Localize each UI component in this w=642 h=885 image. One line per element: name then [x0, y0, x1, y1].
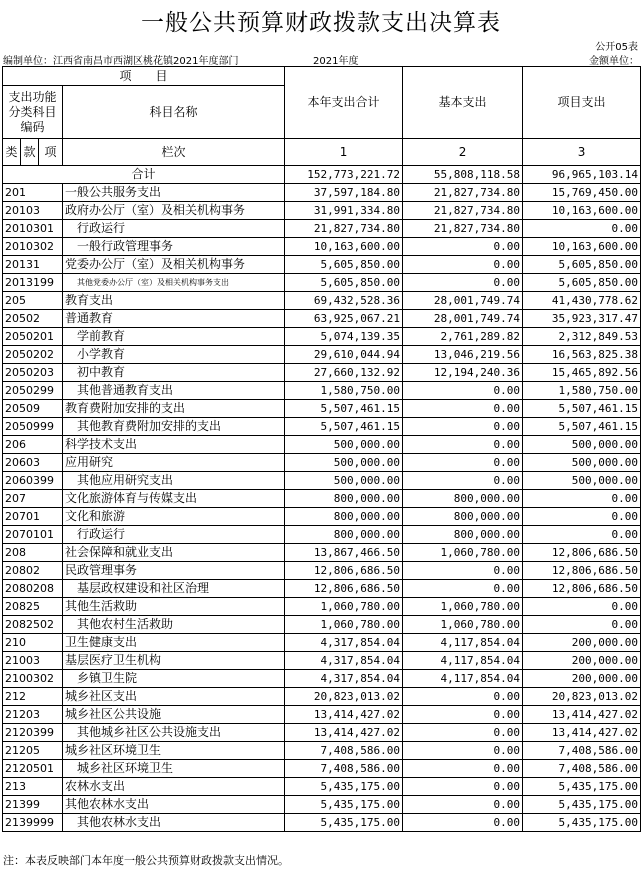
row-code: 2070101 — [3, 526, 63, 544]
table-row — [3, 616, 641, 634]
row-name: 乡镇卫生院 — [63, 670, 285, 688]
row-total: 29,610,044.94 — [285, 346, 403, 364]
row-project: 5,605,850.00 — [523, 256, 641, 274]
row-project: 5,605,850.00 — [523, 274, 641, 292]
row-name: 其他城乡社区公共设施支出 — [63, 724, 285, 742]
row-name: 城乡社区环境卫生 — [63, 742, 285, 760]
row-code: 21399 — [3, 796, 63, 814]
report-year: 2021年度 — [313, 56, 359, 67]
row-basic: 28,001,749.74 — [403, 310, 523, 328]
table-row — [3, 526, 641, 544]
report-meta — [3, 52, 639, 66]
row-code: 20701 — [3, 508, 63, 526]
row-basic: 21,827,734.80 — [403, 184, 523, 202]
row-basic: 800,000.00 — [403, 508, 523, 526]
header-lei: 类 — [3, 139, 21, 166]
row-basic: 0.00 — [403, 742, 523, 760]
row-total: 5,074,139.35 — [285, 328, 403, 346]
row-project: 13,414,427.02 — [523, 706, 641, 724]
row-basic: 1,060,780.00 — [403, 598, 523, 616]
row-name: 行政运行 — [63, 220, 285, 238]
row-basic: 0.00 — [403, 688, 523, 706]
row-total: 13,414,427.02 — [285, 706, 403, 724]
row-total: 800,000.00 — [285, 508, 403, 526]
row-basic: 0.00 — [403, 778, 523, 796]
row-total: 500,000.00 — [285, 454, 403, 472]
table-row — [3, 400, 641, 418]
header-xiang: 项 — [39, 139, 63, 166]
table-row — [3, 274, 641, 292]
row-name: 政府办公厅（室）及相关机构事务 — [63, 202, 285, 220]
row-project: 5,507,461.15 — [523, 418, 641, 436]
row-total: 12,806,686.50 — [285, 580, 403, 598]
report-title: 一般公共预算财政拨款支出决算表 — [141, 10, 501, 36]
row-code: 20502 — [3, 310, 63, 328]
row-project: 0.00 — [523, 598, 641, 616]
row-name: 小学教育 — [63, 346, 285, 364]
row-total: 1,060,780.00 — [285, 616, 403, 634]
table-row — [3, 580, 641, 598]
row-basic: 2,761,289.82 — [403, 328, 523, 346]
row-basic: 4,117,854.04 — [403, 652, 523, 670]
row-project: 0.00 — [523, 508, 641, 526]
row-name: 城乡社区公共设施 — [63, 706, 285, 724]
table-row — [3, 562, 641, 580]
row-code: 20131 — [3, 256, 63, 274]
header-basic: 基本支出 — [403, 67, 523, 139]
row-total: 4,317,854.04 — [285, 634, 403, 652]
row-name: 教育费附加安排的支出 — [63, 400, 285, 418]
row-code: 2050999 — [3, 418, 63, 436]
row-total: 1,060,780.00 — [285, 598, 403, 616]
row-total: 37,597,184.80 — [285, 184, 403, 202]
row-code: 2050202 — [3, 346, 63, 364]
total-label: 合计 — [3, 166, 285, 184]
row-total: 20,823,013.02 — [285, 688, 403, 706]
row-basic: 0.00 — [403, 796, 523, 814]
row-project: 35,923,317.47 — [523, 310, 641, 328]
row-name: 一般公共服务支出 — [63, 184, 285, 202]
row-code: 20103 — [3, 202, 63, 220]
row-total: 5,507,461.15 — [285, 400, 403, 418]
compiling-unit: 编制单位：江西省南昌市西湖区桃花镇2021年度部门 — [3, 56, 239, 67]
row-basic: 4,117,854.04 — [403, 670, 523, 688]
row-code: 2060399 — [3, 472, 63, 490]
form-number: 公开05表 — [595, 42, 638, 53]
row-basic: 0.00 — [403, 256, 523, 274]
row-project: 5,507,461.15 — [523, 400, 641, 418]
table-row — [3, 670, 641, 688]
row-project: 500,000.00 — [523, 436, 641, 454]
table-row — [3, 328, 641, 346]
header-kuan: 款 — [21, 139, 39, 166]
table-row — [3, 454, 641, 472]
row-total: 5,507,461.15 — [285, 418, 403, 436]
row-basic: 0.00 — [403, 238, 523, 256]
row-basic: 4,117,854.04 — [403, 634, 523, 652]
table-row — [3, 202, 641, 220]
row-project: 7,408,586.00 — [523, 742, 641, 760]
row-project: 12,806,686.50 — [523, 544, 641, 562]
row-name: 教育支出 — [63, 292, 285, 310]
row-total: 63,925,067.21 — [285, 310, 403, 328]
table-row — [3, 436, 641, 454]
table-row — [3, 310, 641, 328]
row-total: 5,435,175.00 — [285, 796, 403, 814]
row-code: 2050299 — [3, 382, 63, 400]
amount-unit: 金额单位： — [589, 56, 639, 67]
row-basic: 1,060,780.00 — [403, 616, 523, 634]
row-project: 500,000.00 — [523, 454, 641, 472]
row-name: 卫生健康支出 — [63, 634, 285, 652]
table-row — [3, 796, 641, 814]
row-total: 4,317,854.04 — [285, 670, 403, 688]
row-name: 普通教育 — [63, 310, 285, 328]
row-name: 党委办公厅（室）及相关机构事务 — [63, 256, 285, 274]
header-code: 支出功能分类科目编码 — [3, 86, 63, 139]
row-basic: 0.00 — [403, 724, 523, 742]
row-code: 20603 — [3, 454, 63, 472]
row-basic: 0.00 — [403, 472, 523, 490]
row-project: 12,806,686.50 — [523, 562, 641, 580]
row-total: 7,408,586.00 — [285, 742, 403, 760]
row-basic: 0.00 — [403, 814, 523, 832]
row-total: 69,432,528.36 — [285, 292, 403, 310]
table-row — [3, 814, 641, 832]
row-name: 城乡社区环境卫生 — [63, 760, 285, 778]
row-code: 2139999 — [3, 814, 63, 832]
row-name: 其他农村生活救助 — [63, 616, 285, 634]
row-name: 其他普通教育支出 — [63, 382, 285, 400]
row-project: 0.00 — [523, 220, 641, 238]
table-row — [3, 706, 641, 724]
total-sum: 152,773,221.72 — [285, 166, 403, 184]
table-row — [3, 742, 641, 760]
row-code: 2120501 — [3, 760, 63, 778]
table-row — [3, 256, 641, 274]
row-basic: 0.00 — [403, 760, 523, 778]
row-project: 20,823,013.02 — [523, 688, 641, 706]
row-basic: 0.00 — [403, 706, 523, 724]
row-basic: 0.00 — [403, 418, 523, 436]
row-total: 21,827,734.80 — [285, 220, 403, 238]
row-project: 16,563,825.38 — [523, 346, 641, 364]
row-total: 500,000.00 — [285, 436, 403, 454]
row-code: 206 — [3, 436, 63, 454]
header-idx1: 1 — [285, 139, 403, 166]
table-row — [3, 382, 641, 400]
row-name: 城乡社区支出 — [63, 688, 285, 706]
row-code: 2010301 — [3, 220, 63, 238]
row-code: 208 — [3, 544, 63, 562]
row-project: 15,465,892.56 — [523, 364, 641, 382]
row-name: 学前教育 — [63, 328, 285, 346]
table-row — [3, 220, 641, 238]
row-project: 200,000.00 — [523, 634, 641, 652]
expenditure-table — [2, 66, 641, 832]
table-row — [3, 490, 641, 508]
row-code: 205 — [3, 292, 63, 310]
table-row — [3, 346, 641, 364]
row-basic: 0.00 — [403, 562, 523, 580]
row-name: 基层医疗卫生机构 — [63, 652, 285, 670]
row-project: 41,430,778.62 — [523, 292, 641, 310]
table-row — [3, 418, 641, 436]
row-total: 5,605,850.00 — [285, 274, 403, 292]
row-name: 文化和旅游 — [63, 508, 285, 526]
row-total: 500,000.00 — [285, 472, 403, 490]
row-code: 2120399 — [3, 724, 63, 742]
row-code: 20825 — [3, 598, 63, 616]
row-total: 10,163,600.00 — [285, 238, 403, 256]
row-name: 其他生活救助 — [63, 598, 285, 616]
header-item: 项 目 — [3, 67, 285, 86]
row-code: 2082502 — [3, 616, 63, 634]
row-project: 10,163,600.00 — [523, 238, 641, 256]
table-row — [3, 778, 641, 796]
row-code: 21203 — [3, 706, 63, 724]
row-basic: 1,060,780.00 — [403, 544, 523, 562]
row-total: 5,435,175.00 — [285, 778, 403, 796]
row-total: 1,580,750.00 — [285, 382, 403, 400]
total-row — [3, 166, 641, 184]
row-basic: 21,827,734.80 — [403, 220, 523, 238]
row-name: 其他农林水支出 — [63, 796, 285, 814]
row-basic: 800,000.00 — [403, 526, 523, 544]
row-total: 12,806,686.50 — [285, 562, 403, 580]
row-basic: 0.00 — [403, 580, 523, 598]
table-row — [3, 634, 641, 652]
row-code: 20509 — [3, 400, 63, 418]
row-name: 行政运行 — [63, 526, 285, 544]
table-row — [3, 724, 641, 742]
table-row — [3, 652, 641, 670]
row-basic: 0.00 — [403, 400, 523, 418]
row-name: 科学技术支出 — [63, 436, 285, 454]
row-code: 21205 — [3, 742, 63, 760]
table-row — [3, 292, 641, 310]
footnote: 注：本表反映部门本年度一般公共预算财政拨款支出情况。 — [3, 854, 289, 867]
row-total: 5,605,850.00 — [285, 256, 403, 274]
row-project: 10,163,600.00 — [523, 202, 641, 220]
row-project: 1,580,750.00 — [523, 382, 641, 400]
row-project: 15,769,450.00 — [523, 184, 641, 202]
row-total: 31,991,334.80 — [285, 202, 403, 220]
row-name: 基层政权建设和社区治理 — [63, 580, 285, 598]
row-basic: 0.00 — [403, 454, 523, 472]
row-project: 200,000.00 — [523, 652, 641, 670]
row-total: 800,000.00 — [285, 490, 403, 508]
row-code: 207 — [3, 490, 63, 508]
row-code: 213 — [3, 778, 63, 796]
table-row — [3, 598, 641, 616]
row-total: 800,000.00 — [285, 526, 403, 544]
row-project: 0.00 — [523, 616, 641, 634]
row-project: 12,806,686.50 — [523, 580, 641, 598]
row-name: 民政管理事务 — [63, 562, 285, 580]
row-name: 其他教育费附加安排的支出 — [63, 418, 285, 436]
row-code: 21003 — [3, 652, 63, 670]
table-row — [3, 544, 641, 562]
total-project: 96,965,103.14 — [523, 166, 641, 184]
row-name: 农林水支出 — [63, 778, 285, 796]
row-project: 500,000.00 — [523, 472, 641, 490]
row-total: 13,414,427.02 — [285, 724, 403, 742]
row-code: 2100302 — [3, 670, 63, 688]
row-total: 4,317,854.04 — [285, 652, 403, 670]
row-code: 201 — [3, 184, 63, 202]
table-row — [3, 238, 641, 256]
row-project: 0.00 — [523, 490, 641, 508]
row-code: 2050201 — [3, 328, 63, 346]
row-total: 13,867,466.50 — [285, 544, 403, 562]
row-code: 212 — [3, 688, 63, 706]
header-project: 项目支出 — [523, 67, 641, 139]
row-total: 27,660,132.92 — [285, 364, 403, 382]
row-code: 2013199 — [3, 274, 63, 292]
table-row — [3, 688, 641, 706]
row-basic: 28,001,749.74 — [403, 292, 523, 310]
row-code: 2010302 — [3, 238, 63, 256]
row-code: 2080208 — [3, 580, 63, 598]
row-project: 5,435,175.00 — [523, 814, 641, 832]
row-basic: 800,000.00 — [403, 490, 523, 508]
row-basic: 13,046,219.56 — [403, 346, 523, 364]
row-name: 社会保障和就业支出 — [63, 544, 285, 562]
table-row — [3, 508, 641, 526]
row-project: 0.00 — [523, 526, 641, 544]
header-lanci: 栏次 — [63, 139, 285, 166]
table-row — [3, 184, 641, 202]
row-code: 20802 — [3, 562, 63, 580]
row-project: 200,000.00 — [523, 670, 641, 688]
row-basic: 0.00 — [403, 382, 523, 400]
table-row — [3, 760, 641, 778]
row-basic: 0.00 — [403, 436, 523, 454]
row-basic: 21,827,734.80 — [403, 202, 523, 220]
row-project: 13,414,427.02 — [523, 724, 641, 742]
row-project: 2,312,849.53 — [523, 328, 641, 346]
row-basic: 0.00 — [403, 274, 523, 292]
row-project: 7,408,586.00 — [523, 760, 641, 778]
total-basic: 55,808,118.58 — [403, 166, 523, 184]
header-idx2: 2 — [403, 139, 523, 166]
row-name: 其他农林水支出 — [63, 814, 285, 832]
row-name: 应用研究 — [63, 454, 285, 472]
row-total: 5,435,175.00 — [285, 814, 403, 832]
row-project: 5,435,175.00 — [523, 778, 641, 796]
table-row — [3, 472, 641, 490]
row-basic: 12,194,240.36 — [403, 364, 523, 382]
header-idx3: 3 — [523, 139, 641, 166]
row-name: 其他党委办公厅（室）及相关机构事务支出 — [63, 274, 285, 292]
row-code: 2050203 — [3, 364, 63, 382]
row-name: 文化旅游体育与传媒支出 — [63, 490, 285, 508]
row-name: 其他应用研究支出 — [63, 472, 285, 490]
row-name: 初中教育 — [63, 364, 285, 382]
row-name: 一般行政管理事务 — [63, 238, 285, 256]
row-total: 7,408,586.00 — [285, 760, 403, 778]
header-name: 科目名称 — [63, 86, 285, 139]
table-row — [3, 364, 641, 382]
header-total: 本年支出合计 — [285, 67, 403, 139]
row-project: 5,435,175.00 — [523, 796, 641, 814]
row-code: 210 — [3, 634, 63, 652]
